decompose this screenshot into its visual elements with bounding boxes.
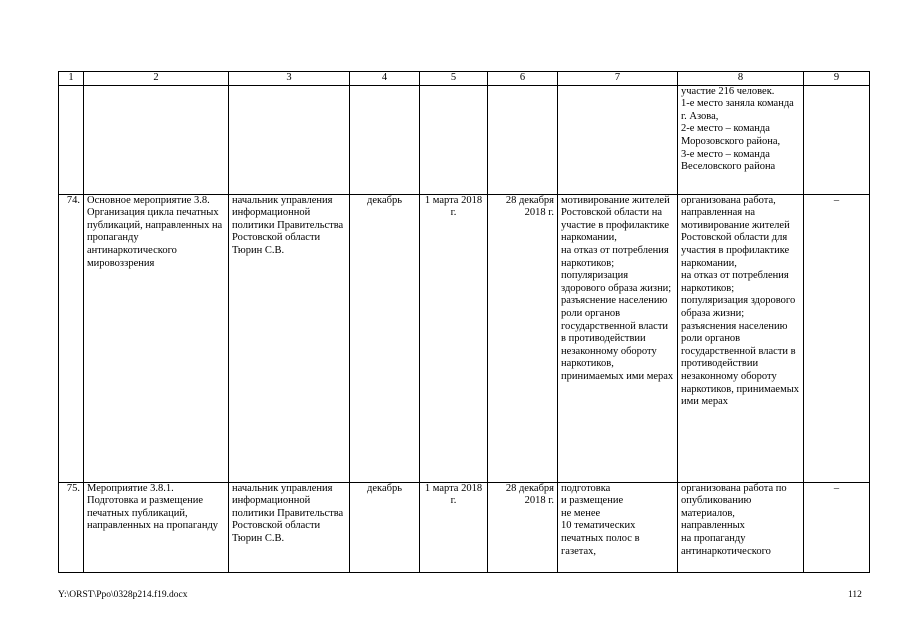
table-row (59, 85, 870, 194)
responsible-cell: начальник управления информационной политики Правительства Ростовской области Тюрин С.В. (229, 194, 350, 482)
row-number-cell (59, 85, 84, 194)
column-number-header: 3 (229, 72, 350, 86)
goal-cell: мотивирование жителей Ростовской области на участие в профилактике наркомании, на отказ от потребления наркотиков; популяризация здорового образа жизни; разъяснение населению роли органов государственной власти в противодействии незаконному обороту наркотиков, принимаемых ими мерах (558, 194, 678, 482)
end-date-cell: 28 декабря 2018 г. (488, 194, 558, 482)
note-cell (804, 85, 870, 194)
end-date-cell: 28 декабря 2018 г. (488, 482, 558, 572)
column-number-header: 6 (488, 72, 558, 86)
column-number-row (59, 72, 870, 86)
measures-table (58, 71, 870, 573)
responsible-cell (229, 85, 350, 194)
start-date-cell: 1 марта 2018 г. (420, 194, 488, 482)
period-cell: декабрь (350, 482, 420, 572)
column-number-header: 5 (420, 72, 488, 86)
start-date-cell (420, 85, 488, 194)
table-row (59, 194, 870, 482)
column-number-header: 2 (84, 72, 229, 86)
column-number-header: 7 (558, 72, 678, 86)
result-cell: организована работа по опубликованию материалов, направленных на пропаганду антинаркотического (678, 482, 804, 572)
result-cell: участие 216 человек. 1-е место заняла команда г. Азова, 2-е место – команда Морозовского района, 3-е место – команда Веселовского района (678, 85, 804, 194)
period-cell (350, 85, 420, 194)
goal-cell: подготовка и размещение не менее 10 тематических печатных полос в газетах, (558, 482, 678, 572)
responsible-cell: начальник управления информационной политики Правительства Ростовской области Тюрин С.В. (229, 482, 350, 572)
start-date-cell: 1 марта 2018 г. (420, 482, 488, 572)
row-number-cell: 74. (59, 194, 84, 482)
note-cell: – (804, 482, 870, 572)
table-row (59, 482, 870, 572)
column-number-header: 9 (804, 72, 870, 86)
activity-cell: Мероприятие 3.8.1. Подготовка и размещение печатных публикаций, направленных на пропаганду (84, 482, 229, 572)
document-file-path: Y:\ORST\Ppo\0328p214.f19.docx (58, 590, 188, 600)
note-cell: – (804, 194, 870, 482)
result-cell: организована работа, направленная на мотивирование жителей Ростовской области для участия в профилактике наркомании, на отказ от потребления наркотиков; популяризация здорового образа жизни; разъяснения населению роли органов государственной власти в противодействии незаконному обороту наркотиков, принимаемых ими мерах (678, 194, 804, 482)
end-date-cell (488, 85, 558, 194)
goal-cell (558, 85, 678, 194)
column-number-header: 4 (350, 72, 420, 86)
activity-cell (84, 85, 229, 194)
column-number-header: 8 (678, 72, 804, 86)
column-number-header: 1 (59, 72, 84, 86)
page-number: 112 (848, 590, 862, 600)
period-cell: декабрь (350, 194, 420, 482)
activity-cell: Основное мероприятие 3.8. Организация цикла печатных публикаций, направленных на пропаганду антинаркотического мировоззрения (84, 194, 229, 482)
row-number-cell: 75. (59, 482, 84, 572)
